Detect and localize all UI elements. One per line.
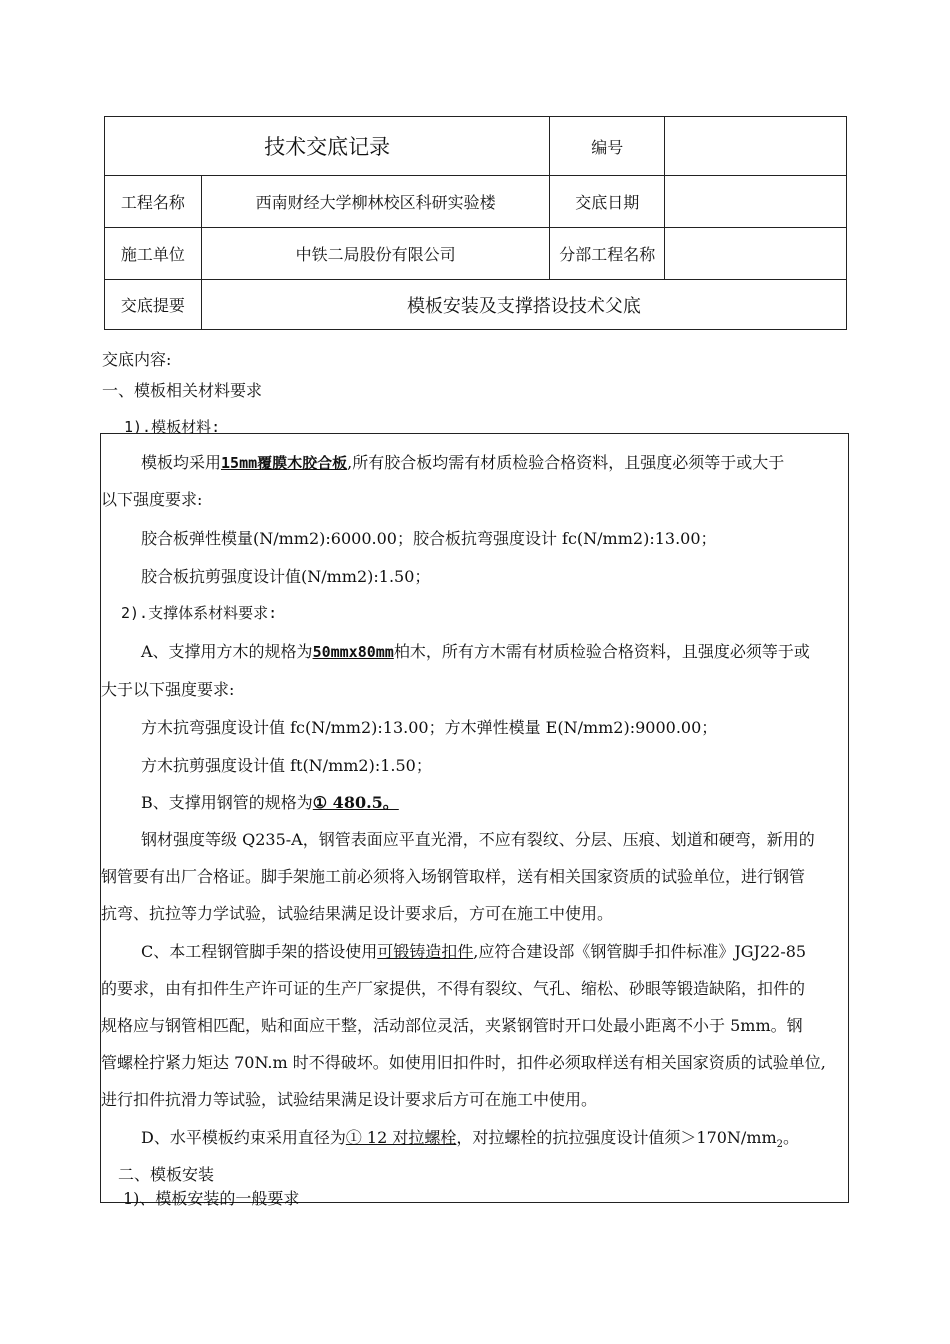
date-value	[665, 176, 847, 228]
content-box	[100, 433, 849, 1208]
coupler-line-3: 规格应与钢管相匹配，贴和面应干整，活动部位灵活，夹紧钢管时开口处最小距离不小于 5mm。钢	[101, 1016, 803, 1035]
section-1-heading: 一、模板相关材料要求	[102, 381, 263, 400]
header-table	[104, 116, 847, 330]
paragraph-template-material-cont: 以下强度要求:	[101, 490, 203, 509]
steel-grade-line-1: 钢材强度等级 Q235-A，钢管表面应平直光滑，不应有裂纹、分层、压痕、划道和硬弯，新用的	[141, 830, 815, 849]
subproject-value	[665, 228, 847, 280]
paragraph-template-material: 模板均采用15mm覆膜木胶合板,所有胶合板均需有材质检验合格资料，且强度必须等于或大于	[141, 453, 785, 472]
coupler-line-2: 的要求，由有扣件生产许可证的生产厂家提供，不得有裂纹、气孔、缩松、砂眼等锻造缺陷，扣件的	[101, 979, 806, 998]
paragraph-coupler: C、本工程钢管脚手架的搭设使用可锻铸造扣件,应符合建设部《钢管脚手扣件标准》JGJ22-85	[141, 942, 807, 961]
paragraph-tie-bolt: D、水平模板约束采用直径为① 12 对拉螺栓，对拉螺栓的抗拉强度设计值须$>170N/mm_2$。	[141, 1128, 800, 1151]
paragraph-timber: A、支撑用方木的规格为50mmx80mm柏木，所有方木需有材质检验合格资料，且强度必须等于或	[141, 642, 810, 661]
steel-grade-line-3: 抗弯、抗拉等力学试验，试验结果满足设计要求后，方可在施工中使用。	[101, 904, 614, 923]
project-label: 工程名称	[105, 176, 202, 228]
steel-grade-line-2: 钢管要有出厂合格证。脚手架施工前必须将入场钢管取样，送有相关国家资质的试验单位，进行钢管	[101, 867, 806, 886]
coupler-line-5: 进行扣件抗滑力等试验，试验结果满足设计要求后方可在施工中使用。	[101, 1090, 598, 1109]
number-value	[665, 117, 847, 176]
section-2-heading: 二、模板安装	[118, 1165, 215, 1184]
subsection-2-heading: 2).支撑体系材料要求:	[121, 604, 278, 622]
timber-properties: 方木抗弯强度设计值 fc(N/mm2):13.00；方木弹性模量 E(N/mm2):9000.00；	[141, 718, 718, 737]
summary-value: 模板安装及支撑搭设技术父底	[201, 280, 846, 330]
content-label: 交底内容:	[102, 350, 172, 369]
plywood-properties: 胶合板弹性模量(N/mm2):6000.00；胶合板抗弯强度设计 fc(N/mm2):13.00；	[141, 529, 717, 548]
unit-label: 施工单位	[105, 228, 202, 280]
coupler-line-4: 管螺栓拧紧力矩达 70N.m 时不得破坏。如使用旧扣件时，扣件必须取样送有相关国家资质的试验单位,	[101, 1053, 826, 1072]
date-label: 交底日期	[550, 176, 665, 228]
timber-shear: 方木抗剪强度设计值 ft(N/mm2):1.50；	[141, 756, 432, 775]
subsection-1-heading: 1).模板材料:	[124, 418, 221, 436]
number-label: 编号	[550, 117, 665, 176]
paragraph-timber-cont: 大于以下强度要求:	[101, 680, 235, 699]
project-value: 西南财经大学柳林校区科研实验楼	[201, 176, 550, 228]
subsection-2-1-heading: 1)、模板安装的一般要求	[123, 1189, 300, 1208]
summary-label: 交底提要	[105, 280, 202, 330]
document-title: 技术交底记录	[105, 117, 550, 176]
subproject-label: 分部工程名称	[550, 228, 665, 280]
unit-value: 中铁二局股份有限公司	[201, 228, 550, 280]
plywood-shear: 胶合板抗剪强度设计值(N/mm2):1.50；	[141, 567, 431, 586]
paragraph-steel-pipe: B、支撑用钢管的规格为① 480.5。	[141, 793, 399, 812]
